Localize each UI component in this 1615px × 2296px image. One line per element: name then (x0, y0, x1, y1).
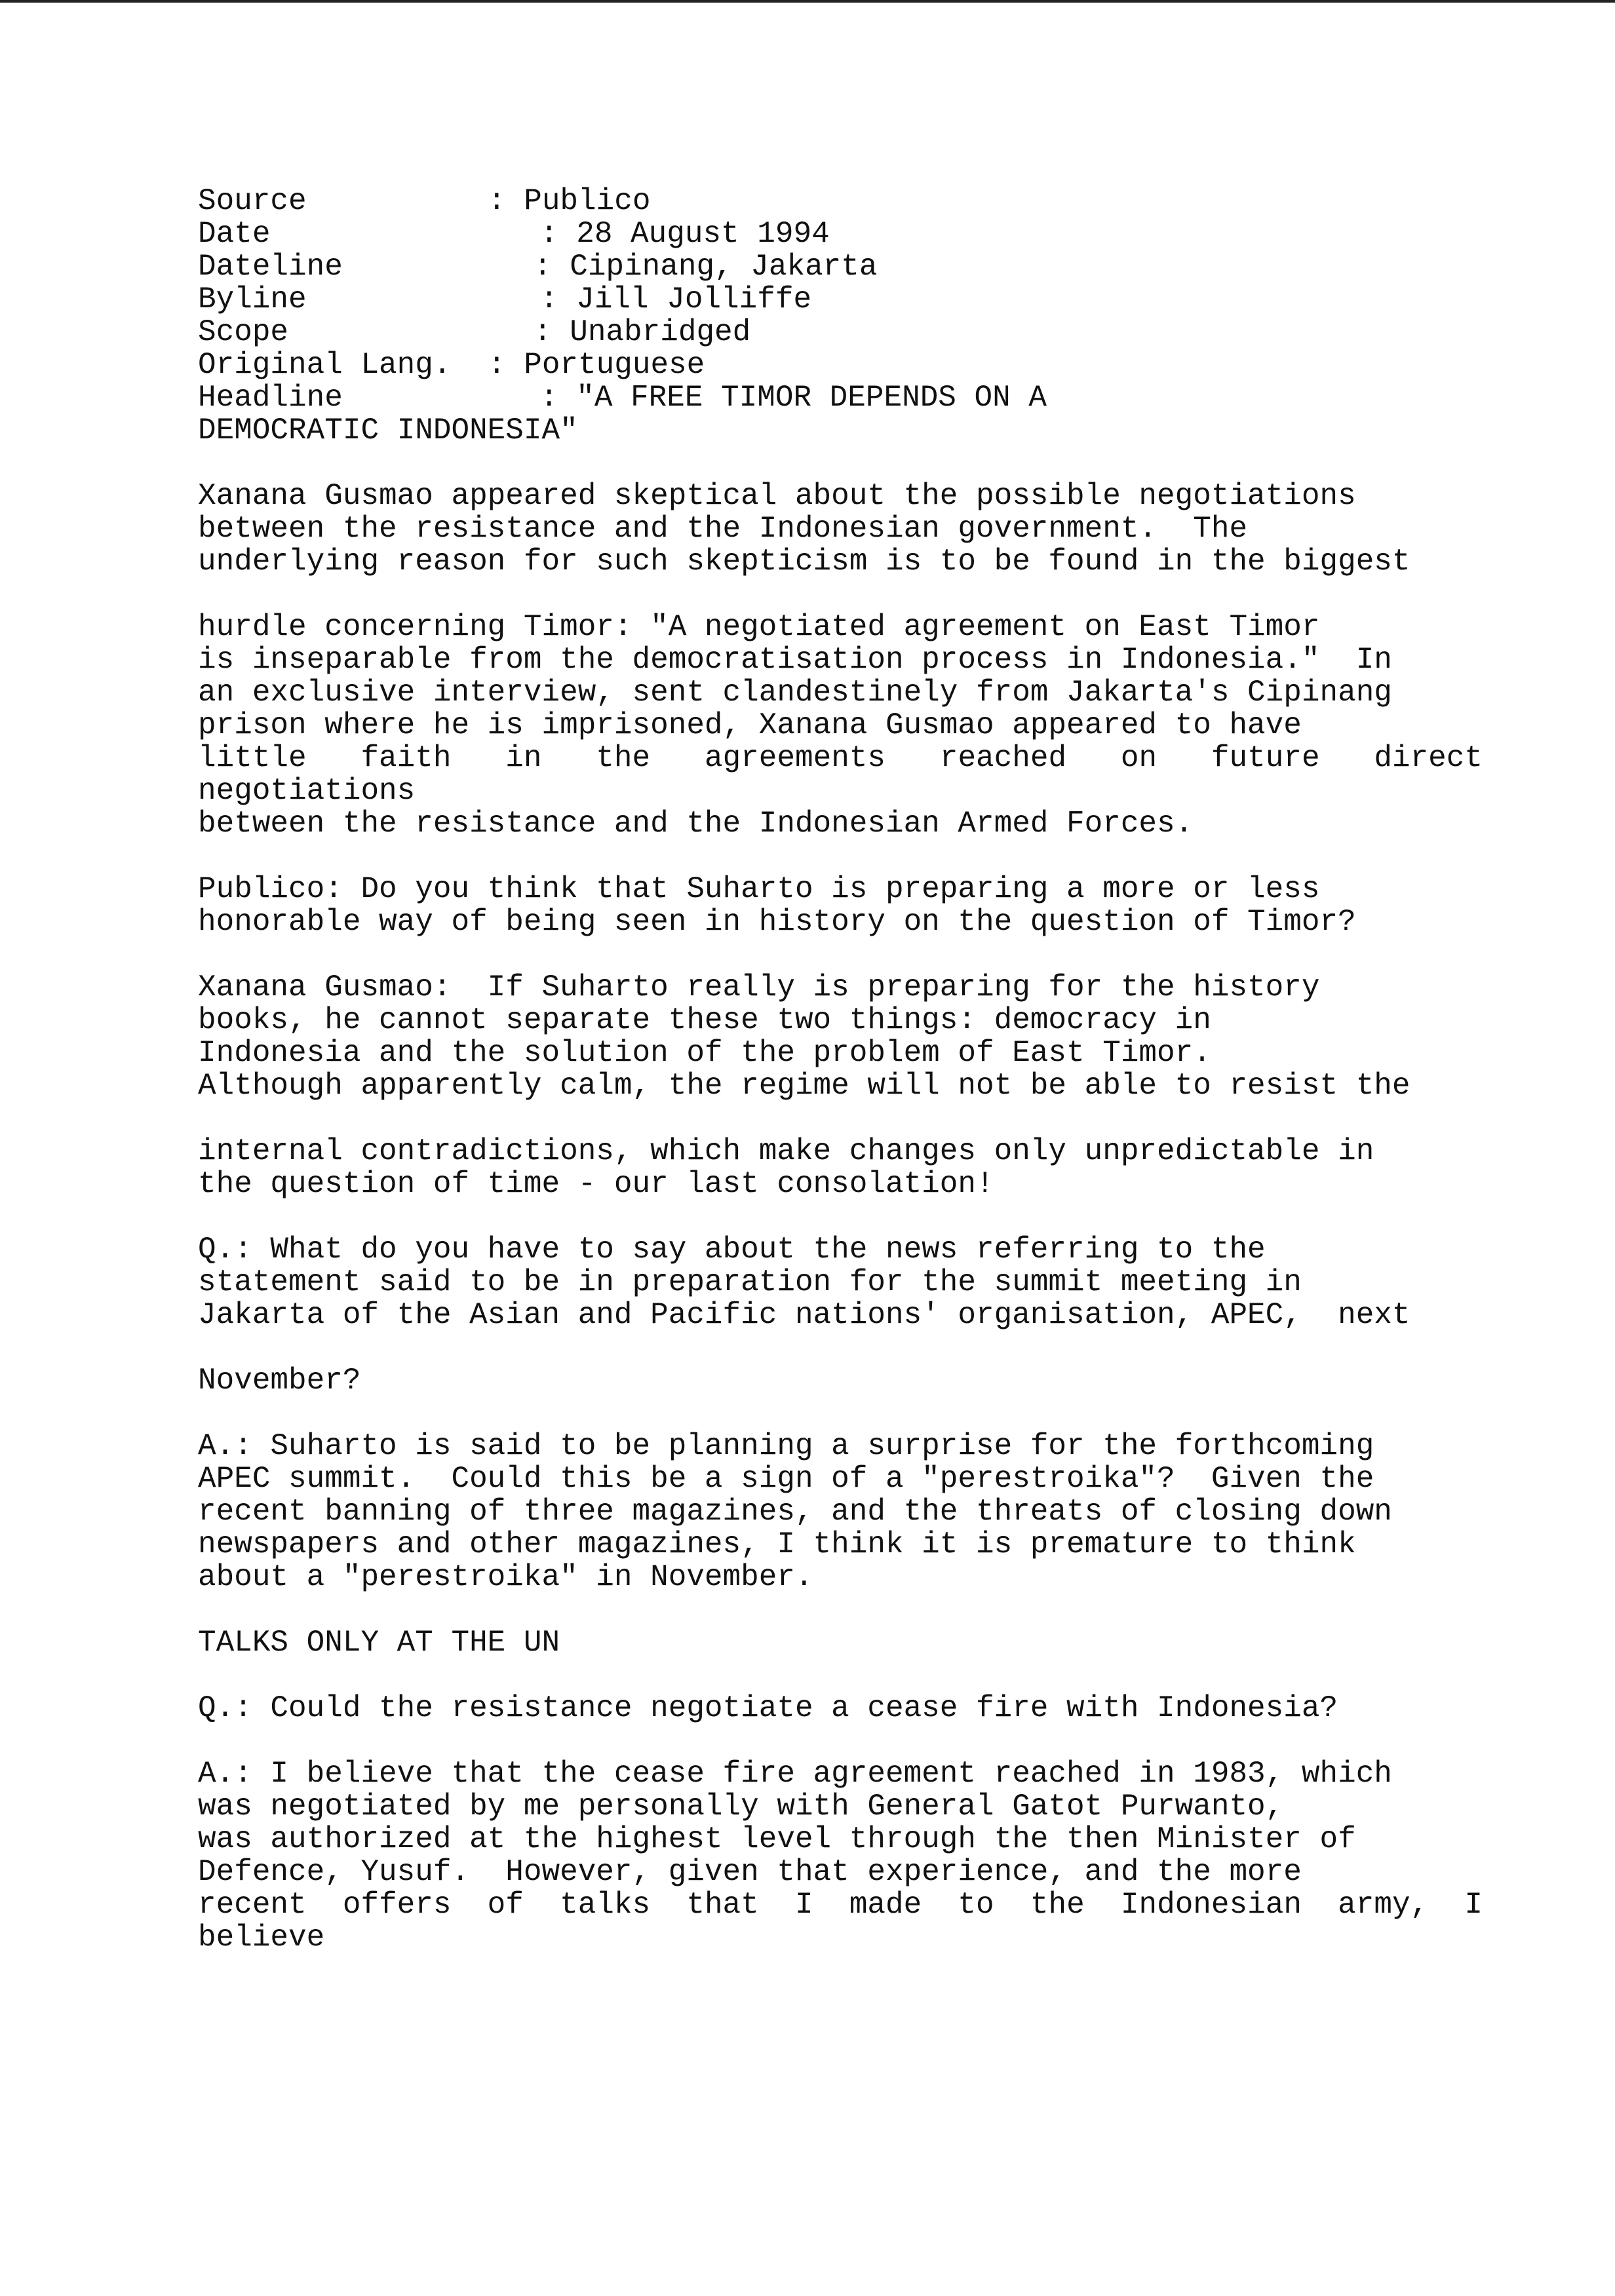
paragraph-line: was authorized at the highest level through the then Minister of (198, 1822, 1356, 1856)
paragraph-line-justified: recent offers of talks that I made to the Indonesian army, I (198, 1888, 1483, 1922)
paragraph-line: A.: Suharto is said to be planning a surprise for the forthcoming (198, 1429, 1374, 1463)
headline-continuation: DEMOCRATIC INDONESIA" (198, 413, 578, 448)
source-row (198, 184, 651, 218)
paragraph-line: about a "perestroika" in November. (198, 1560, 813, 1594)
paragraph-line: Q.: Could the resistance negotiate a cease fire with Indonesia? (198, 1691, 1338, 1725)
paragraph-line: statement said to be in preparation for the summit meeting in (198, 1265, 1302, 1299)
paragraph-line: internal contradictions, which make changes only unpredictable in (198, 1134, 1374, 1168)
byline-label: Byline (198, 282, 307, 316)
paragraph-line: books, he cannot separate these two things: democracy in (198, 1003, 1211, 1037)
byline-row (198, 282, 812, 316)
headline-label: Headline (198, 381, 343, 415)
lang-row (198, 348, 705, 382)
paragraph-line: recent banning of three magazines, and the threats of closing down (198, 1495, 1392, 1529)
source-value: : Publico (488, 184, 651, 218)
scope-value: : Unabridged (534, 315, 751, 349)
byline-value: : Jill Jolliffe (540, 282, 812, 316)
paragraph-line: underlying reason for such skepticism is to be found in the biggest (198, 545, 1411, 579)
top-scan-rule (0, 0, 1615, 3)
lang-label: Original Lang. (198, 348, 452, 382)
date-label: Date (198, 217, 271, 251)
paragraph-line: APEC summit. Could this be a sign of a "perestroika"? Given the (198, 1462, 1374, 1496)
section-subheading: TALKS ONLY AT THE UN (198, 1626, 560, 1660)
paragraph-line: an exclusive interview, sent clandestinely from Jakarta's Cipinang (198, 676, 1392, 710)
paragraph-line: November? (198, 1364, 361, 1398)
scope-row (198, 315, 751, 349)
paragraph-line: newspapers and other magazines, I think it is premature to think (198, 1527, 1356, 1561)
paragraph-line: believe (198, 1921, 325, 1955)
date-value: : 28 August 1994 (540, 217, 830, 251)
paragraph-line: hurdle concerning Timor: "A negotiated agreement on East Timor (198, 610, 1320, 644)
source-label: Source (198, 184, 307, 218)
paragraph-line: Defence, Yusuf. However, given that experience, and the more (198, 1855, 1302, 1889)
paragraph-line: Q.: What do you have to say about the news referring to the (198, 1233, 1266, 1267)
paragraph-line: Xanana Gusmao appeared skeptical about the possible negotiations (198, 479, 1356, 513)
paragraph-line-justified: little faith in the agreements reached on future direct (198, 741, 1483, 775)
headline-value: : "A FREE TIMOR DEPENDS ON A (540, 381, 1047, 415)
scope-label: Scope (198, 315, 289, 349)
dateline-label: Dateline (198, 250, 343, 284)
headline-row (198, 381, 1047, 415)
paragraph-line: Publico: Do you think that Suharto is preparing a more or less (198, 872, 1320, 906)
paragraph-line: prison where he is imprisoned, Xanana Gusmao appeared to have (198, 708, 1302, 742)
paragraph-line: the question of time - our last consolation! (198, 1167, 994, 1201)
paragraph-line: between the resistance and the Indonesian Armed Forces. (198, 807, 1194, 841)
paragraph-line: between the resistance and the Indonesian government. The (198, 512, 1248, 546)
paragraph-line: Xanana Gusmao: If Suharto really is preparing for the history (198, 970, 1320, 1004)
dateline-row (198, 250, 878, 284)
paragraph-line: honorable way of being seen in history on the question of Timor? (198, 905, 1356, 939)
paragraph-line: is inseparable from the democratisation process in Indonesia." In (198, 643, 1392, 677)
dateline-value: : Cipinang, Jakarta (534, 250, 878, 284)
paragraph-line: A.: I believe that the cease fire agreement reached in 1983, which (198, 1757, 1392, 1791)
paragraph-line: negotiations (198, 774, 416, 808)
date-row (198, 217, 830, 251)
paragraph-line: Although apparently calm, the regime will not be able to resist the (198, 1069, 1411, 1103)
paragraph-line: Indonesia and the solution of the problem of East Timor. (198, 1036, 1211, 1070)
paragraph-line: was negotiated by me personally with General Gatot Purwanto, (198, 1789, 1284, 1824)
lang-value: : Portuguese (488, 348, 705, 382)
paragraph-line: Jakarta of the Asian and Pacific nations' organisation, APEC, next (198, 1298, 1411, 1332)
